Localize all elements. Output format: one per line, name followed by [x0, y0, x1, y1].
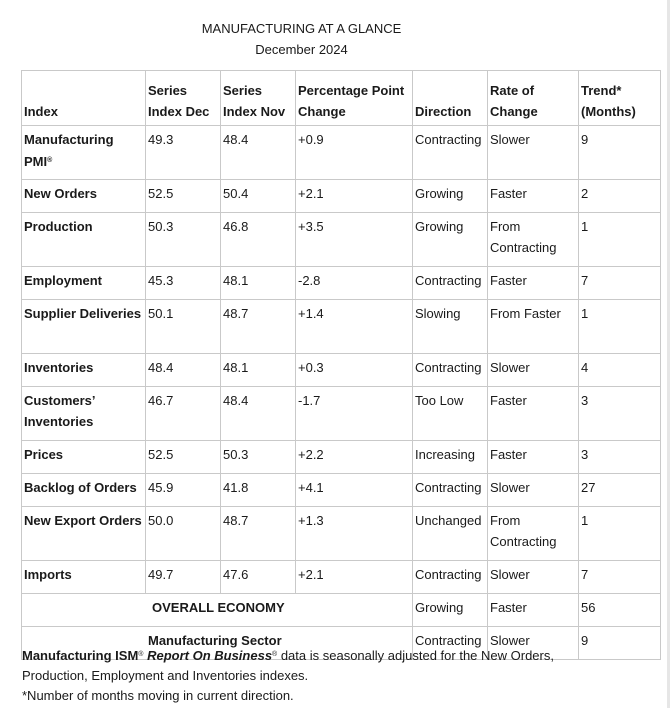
rate-cell: Slower	[488, 126, 579, 180]
change-cell: +4.1	[296, 474, 413, 507]
rate-cell: From Contracting	[488, 213, 579, 267]
index-cell	[22, 387, 146, 441]
index-label: Inventories	[24, 360, 94, 375]
nov-cell: 50.3	[221, 441, 296, 474]
column-header: Percentage Point Change	[296, 71, 413, 126]
direction-cell: Too Low	[413, 387, 488, 441]
direction-cell: Contracting	[413, 561, 488, 594]
footnote-line-1-text: data is seasonally adjusted for the New Orders,	[277, 648, 554, 663]
index-label: Supplier Deliveries	[24, 306, 142, 321]
index-label: Imports	[24, 567, 72, 582]
index-label: Prices	[24, 447, 64, 462]
nov-cell: 46.8	[221, 213, 296, 267]
footnote-brand: Manufacturing ISM	[22, 648, 139, 663]
trend-cell: 7	[579, 267, 661, 300]
dec-cell: 50.0	[146, 507, 221, 561]
change-cell: +0.3	[296, 354, 413, 387]
table-row	[22, 126, 661, 180]
index-label: Customers’ Inventories	[24, 393, 95, 429]
nov-cell: 50.4	[221, 180, 296, 213]
index-label: New Orders	[24, 186, 97, 201]
column-header: Rate of Change	[488, 71, 579, 126]
rate-cell: From Faster	[488, 300, 579, 354]
dec-cell: 49.7	[146, 561, 221, 594]
nov-cell: 48.1	[221, 354, 296, 387]
dec-cell: 50.3	[146, 213, 221, 267]
nov-cell: 41.8	[221, 474, 296, 507]
rate-cell: From Contracting	[488, 507, 579, 561]
summary-row	[22, 594, 661, 627]
summary-direction-cell: Growing	[413, 594, 488, 627]
trend-cell: 2	[579, 180, 661, 213]
nov-cell: 48.4	[221, 387, 296, 441]
dec-cell: 46.7	[146, 387, 221, 441]
table-row	[22, 507, 661, 561]
footnote-line-1	[22, 648, 554, 663]
index-label: New Export Orders	[24, 513, 142, 528]
table-row	[22, 354, 661, 387]
direction-cell: Slowing	[413, 300, 488, 354]
table-row	[22, 387, 661, 441]
manufacturing-table	[21, 70, 661, 660]
summary-trend-cell: 9	[579, 627, 661, 660]
footnote-report-mark: ®	[272, 651, 278, 658]
table-row	[22, 561, 661, 594]
trend-cell: 1	[579, 300, 661, 354]
nov-cell: 47.6	[221, 561, 296, 594]
index-cell	[22, 300, 146, 354]
rate-cell: Slower	[488, 561, 579, 594]
direction-cell: Increasing	[413, 441, 488, 474]
table-row	[22, 267, 661, 300]
table-row	[22, 180, 661, 213]
nov-cell: 48.4	[221, 126, 296, 180]
dec-cell: 49.3	[146, 126, 221, 180]
page-title: MANUFACTURING AT A GLANCE	[201, 21, 402, 36]
direction-cell: Contracting	[413, 354, 488, 387]
direction-cell: Contracting	[413, 267, 488, 300]
change-cell: -2.8	[296, 267, 413, 300]
column-header: Series Index Nov	[221, 71, 296, 126]
change-cell: +0.9	[296, 126, 413, 180]
table-row	[22, 441, 661, 474]
change-cell: +1.3	[296, 507, 413, 561]
column-header: Trend* (Months)	[579, 71, 661, 126]
summary-trend-cell: 56	[579, 594, 661, 627]
trend-cell: 3	[579, 387, 661, 441]
index-cell	[22, 507, 146, 561]
index-label: Employment	[24, 273, 103, 288]
summary-direction-cell: Contracting	[413, 627, 488, 660]
trend-cell: 9	[579, 126, 661, 180]
registered-mark: ®	[47, 157, 53, 164]
change-cell: +3.5	[296, 213, 413, 267]
index-cell	[22, 126, 146, 180]
footnote-report-name: Report On Business	[147, 648, 273, 663]
table-header-row	[22, 71, 661, 126]
direction-cell: Unchanged	[413, 507, 488, 561]
footnote-brand-mark: ®	[138, 651, 144, 658]
index-cell	[22, 561, 146, 594]
index-label: Manufacturing PMI	[24, 132, 114, 169]
table-row	[22, 474, 661, 507]
rate-cell: Faster	[488, 441, 579, 474]
index-cell	[22, 180, 146, 213]
rate-cell: Faster	[488, 387, 579, 441]
direction-cell: Contracting	[413, 126, 488, 180]
table-body	[22, 126, 661, 660]
trend-cell: 4	[579, 354, 661, 387]
summary-label-text: Manufacturing Sector	[148, 633, 282, 648]
column-header: Direction	[413, 71, 488, 126]
summary-label	[22, 594, 413, 627]
index-label: Backlog of Orders	[24, 480, 137, 495]
change-cell: +2.2	[296, 441, 413, 474]
change-cell: +2.1	[296, 561, 413, 594]
column-header: Series Index Dec	[146, 71, 221, 126]
index-cell	[22, 474, 146, 507]
index-cell	[22, 213, 146, 267]
summary-label-text: OVERALL ECONOMY	[152, 600, 285, 615]
change-cell: -1.7	[296, 387, 413, 441]
trend-cell: 1	[579, 213, 661, 267]
rate-cell: Faster	[488, 267, 579, 300]
nov-cell: 48.7	[221, 300, 296, 354]
direction-cell: Contracting	[413, 474, 488, 507]
nov-cell: 48.7	[221, 507, 296, 561]
dec-cell: 48.4	[146, 354, 221, 387]
change-cell: +2.1	[296, 180, 413, 213]
trend-cell: 7	[579, 561, 661, 594]
direction-cell: Growing	[413, 213, 488, 267]
table-row	[22, 213, 661, 267]
index-cell	[22, 441, 146, 474]
trend-cell: 1	[579, 507, 661, 561]
footnote-line-2: Production, Employment and Inventories indexes.	[22, 668, 309, 683]
dec-cell: 45.3	[146, 267, 221, 300]
page-subtitle: December 2024	[255, 42, 348, 57]
summary-rate-cell: Slower	[488, 627, 579, 660]
dec-cell: 50.1	[146, 300, 221, 354]
direction-cell: Growing	[413, 180, 488, 213]
footnote-line-3: *Number of months moving in current direction.	[22, 688, 294, 703]
index-cell	[22, 354, 146, 387]
index-label: Production	[24, 219, 93, 234]
trend-cell: 27	[579, 474, 661, 507]
dec-cell: 52.5	[146, 180, 221, 213]
index-cell	[22, 267, 146, 300]
dec-cell: 45.9	[146, 474, 221, 507]
rate-cell: Slower	[488, 354, 579, 387]
dec-cell: 52.5	[146, 441, 221, 474]
trend-cell: 3	[579, 441, 661, 474]
table-row	[22, 300, 661, 354]
rate-cell: Faster	[488, 180, 579, 213]
rate-cell: Slower	[488, 474, 579, 507]
summary-rate-cell: Faster	[488, 594, 579, 627]
column-header: Index	[22, 71, 146, 126]
nov-cell: 48.1	[221, 267, 296, 300]
change-cell: +1.4	[296, 300, 413, 354]
